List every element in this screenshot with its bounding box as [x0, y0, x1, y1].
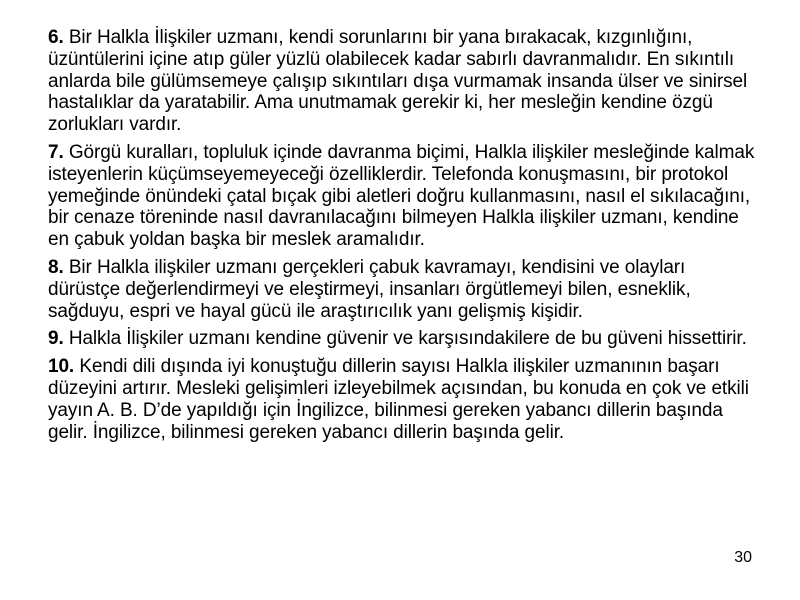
paragraph-8	[48, 257, 760, 322]
paragraph-text: Görgü kuralları, topluluk içinde davranma biçimi, Halkla ilişkiler mesleğinde kalmak isteyenlerin küçümseyemeyeceği özelliklerdir. Telefonda konuşmasını, bir protokol yemeğinde önündeki çatal bıçak gibi aletleri doğru kullanmasını, nasıl el sıkılacağını, bir cenaze töreninde nasıl davranılacağını bilmeyen Halkla ilişkiler uzmanı, kendine en çabuk yoldan başka bir meslek aramalıdır.	[48, 141, 755, 251]
paragraph-text: Bir Halkla ilişkiler uzmanı gerçekleri çabuk kavramayı, kendisini ve olayları dürüstçe değerlendirmeyi ve eleştirmeyi, insanları örgütlemeyi bilen, esneklik, sağduyu, espri ve hayal gücü ile araştırıcılık yanı gelişmiş kişidir.	[48, 256, 691, 322]
paragraph-10	[48, 356, 760, 443]
paragraph-text: Halkla İlişkiler uzmanı kendine güvenir ve karşısındakilere de bu güveni hissettirir.	[68, 328, 747, 350]
paragraph-number: 9.	[48, 328, 64, 350]
paragraph-number: 6.	[48, 27, 64, 48]
paragraph-9	[48, 328, 760, 350]
paragraph-number: 10.	[48, 356, 75, 378]
paragraph-number: 7.	[48, 141, 64, 163]
slide-body	[48, 27, 760, 449]
paragraph-7	[48, 142, 760, 251]
page-number: 30	[734, 549, 752, 566]
paragraph-6	[48, 27, 760, 136]
paragraph-text: Bir Halkla İlişkiler uzmanı, kendi sorunlarını bir yana bırakacak, kızgınlığını, üzüntülerini içine atıp güler yüzlü olabilecek kadar sabırlı davranmalıdır. En sıkıntılı anlarda bile gülümsemeye çalışıp sıkıntıları dışa vurmamak insanda ülser ve sinirsel hastalıklar da yaratabilir. Ama unutmamak gerekir ki, her mesleğin kendine özgü zorlukları vardır.	[48, 27, 748, 136]
paragraph-number: 8.	[48, 256, 64, 278]
paragraph-text: Kendi dili dışında iyi konuştuğu dillerin sayısı Halkla ilişkiler uzmanının başarı düzeyini artırır. Mesleki gelişimleri izleyebilmek açısından, bu konuda en çok ve etkili yayın A. B. D’de yapıldığı için İngilizce, bilinmesi gereken yabancı dillerin başında gelir. İngilizce, bilinmesi gereken yabancı dillerin başında gelir.	[48, 356, 749, 443]
